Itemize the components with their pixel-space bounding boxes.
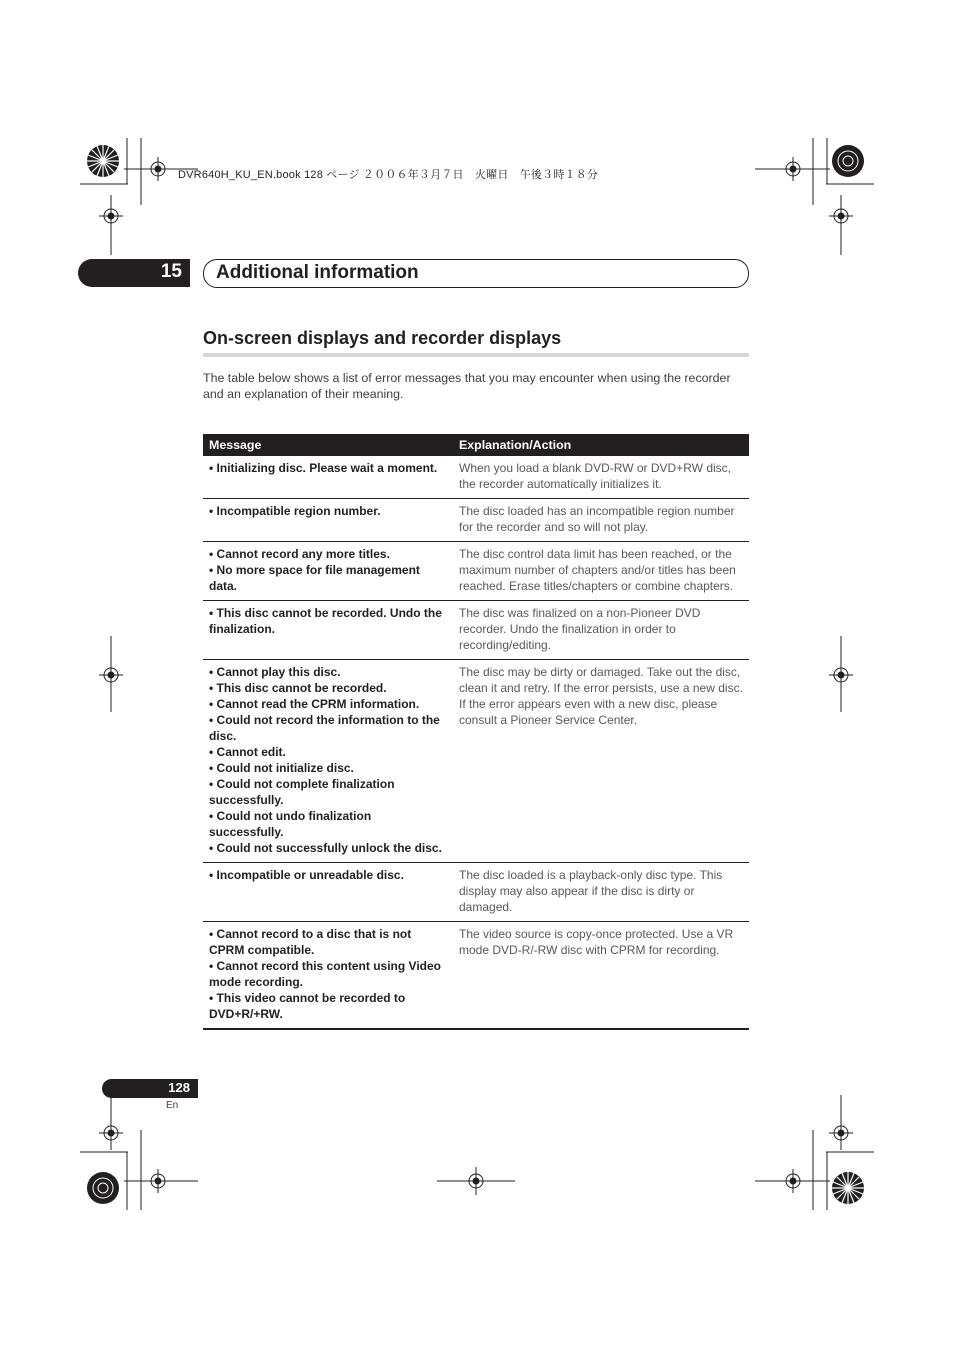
message-line: • Could not complete finalization successfully. bbox=[209, 777, 395, 807]
explanation-cell: The disc loaded is a playback-only disc type. This display may also appear if the disc is dirty or damaged. bbox=[453, 863, 749, 922]
message-line: • No more space for file management data. bbox=[209, 563, 420, 593]
column-header-explanation: Explanation/Action bbox=[453, 434, 749, 456]
message-cell bbox=[203, 456, 453, 499]
explanation-cell: The disc may be dirty or damaged. Take out the disc, clean it and retry. If the error persists, use a new disc. If the error appears even with a new disc, please consult a Pioneer Service Center. bbox=[453, 660, 749, 863]
message-line: • Could not successfully unlock the disc. bbox=[209, 841, 442, 855]
table-row bbox=[203, 601, 749, 660]
error-message-table bbox=[203, 434, 749, 1030]
message-cell bbox=[203, 601, 453, 660]
message-line: • Cannot record this content using Video mode recording. bbox=[209, 959, 441, 989]
print-header: DVR640H_KU_EN.book 128 ページ ２００６年３月７日 火曜日 午後３時１８分 bbox=[178, 169, 599, 181]
message-line: • This video cannot be recorded to DVD+R/+RW. bbox=[209, 991, 406, 1021]
page-number-tab bbox=[102, 1079, 198, 1098]
chapter-tab bbox=[78, 259, 190, 287]
starburst-mark-bottom-right bbox=[832, 1172, 864, 1204]
explanation-cell: The video source is copy-once protected. Use a VR mode DVD-R/-RW disc with CPRM for recording. bbox=[453, 922, 749, 1030]
starburst-mark-top-left bbox=[87, 145, 119, 177]
page-number: 128 bbox=[168, 1080, 190, 1095]
table-header-row bbox=[203, 434, 749, 456]
table-row bbox=[203, 863, 749, 922]
chapter-title-bar bbox=[203, 259, 749, 288]
table-row bbox=[203, 542, 749, 601]
table-row bbox=[203, 922, 749, 1030]
message-cell bbox=[203, 542, 453, 601]
message-line: • Could not record the information to the disc. bbox=[209, 713, 440, 743]
chapter-title: Additional information bbox=[216, 262, 419, 283]
explanation-cell: The disc control data limit has been reached, or the maximum number of chapters and/or titles has been reached. Erase titles/chapters or combine chapters. bbox=[453, 542, 749, 601]
starburst-mark-bottom-left bbox=[87, 1172, 119, 1204]
message-line: • Cannot record any more titles. bbox=[209, 547, 390, 561]
intro-paragraph: The table below shows a list of error messages that you may encounter when using the recorder and an explanation of their meaning. bbox=[203, 371, 731, 401]
message-cell bbox=[203, 863, 453, 922]
message-cell bbox=[203, 499, 453, 542]
message-cell bbox=[203, 660, 453, 863]
table-row bbox=[203, 456, 749, 499]
message-line: • Incompatible region number. bbox=[209, 504, 381, 518]
message-line: • This disc cannot be recorded. Undo the finalization. bbox=[209, 606, 442, 636]
explanation-cell: The disc loaded has an incompatible region number for the recorder and so will not play. bbox=[453, 499, 749, 542]
section-rule bbox=[203, 353, 749, 357]
message-line: • Could not initialize disc. bbox=[209, 761, 354, 775]
message-line: • Cannot record to a disc that is not CPRM compatible. bbox=[209, 927, 412, 957]
table-row bbox=[203, 499, 749, 542]
table-row bbox=[203, 660, 749, 863]
explanation-cell: When you load a blank DVD-RW or DVD+RW disc, the recorder automatically initializes it. bbox=[453, 456, 749, 499]
chapter-number: 15 bbox=[160, 261, 182, 282]
explanation-cell: The disc was finalized on a non-Pioneer DVD recorder. Undo the finalization in order to recording/editing. bbox=[453, 601, 749, 660]
message-line: • Cannot read the CPRM information. bbox=[209, 697, 420, 711]
message-line: • Initializing disc. Please wait a moment. bbox=[209, 461, 438, 475]
message-line: • Cannot edit. bbox=[209, 745, 286, 759]
section-title: On-screen displays and recorder displays bbox=[203, 328, 562, 348]
page-language: En bbox=[166, 1100, 179, 1111]
starburst-mark-top-right bbox=[832, 145, 864, 177]
message-line: • Cannot play this disc. bbox=[209, 665, 341, 679]
message-cell bbox=[203, 922, 453, 1030]
message-line: • This disc cannot be recorded. bbox=[209, 681, 387, 695]
message-line: • Incompatible or unreadable disc. bbox=[209, 868, 404, 882]
column-header-message: Message bbox=[203, 434, 453, 456]
message-line: • Could not undo finalization successfully. bbox=[209, 809, 372, 839]
